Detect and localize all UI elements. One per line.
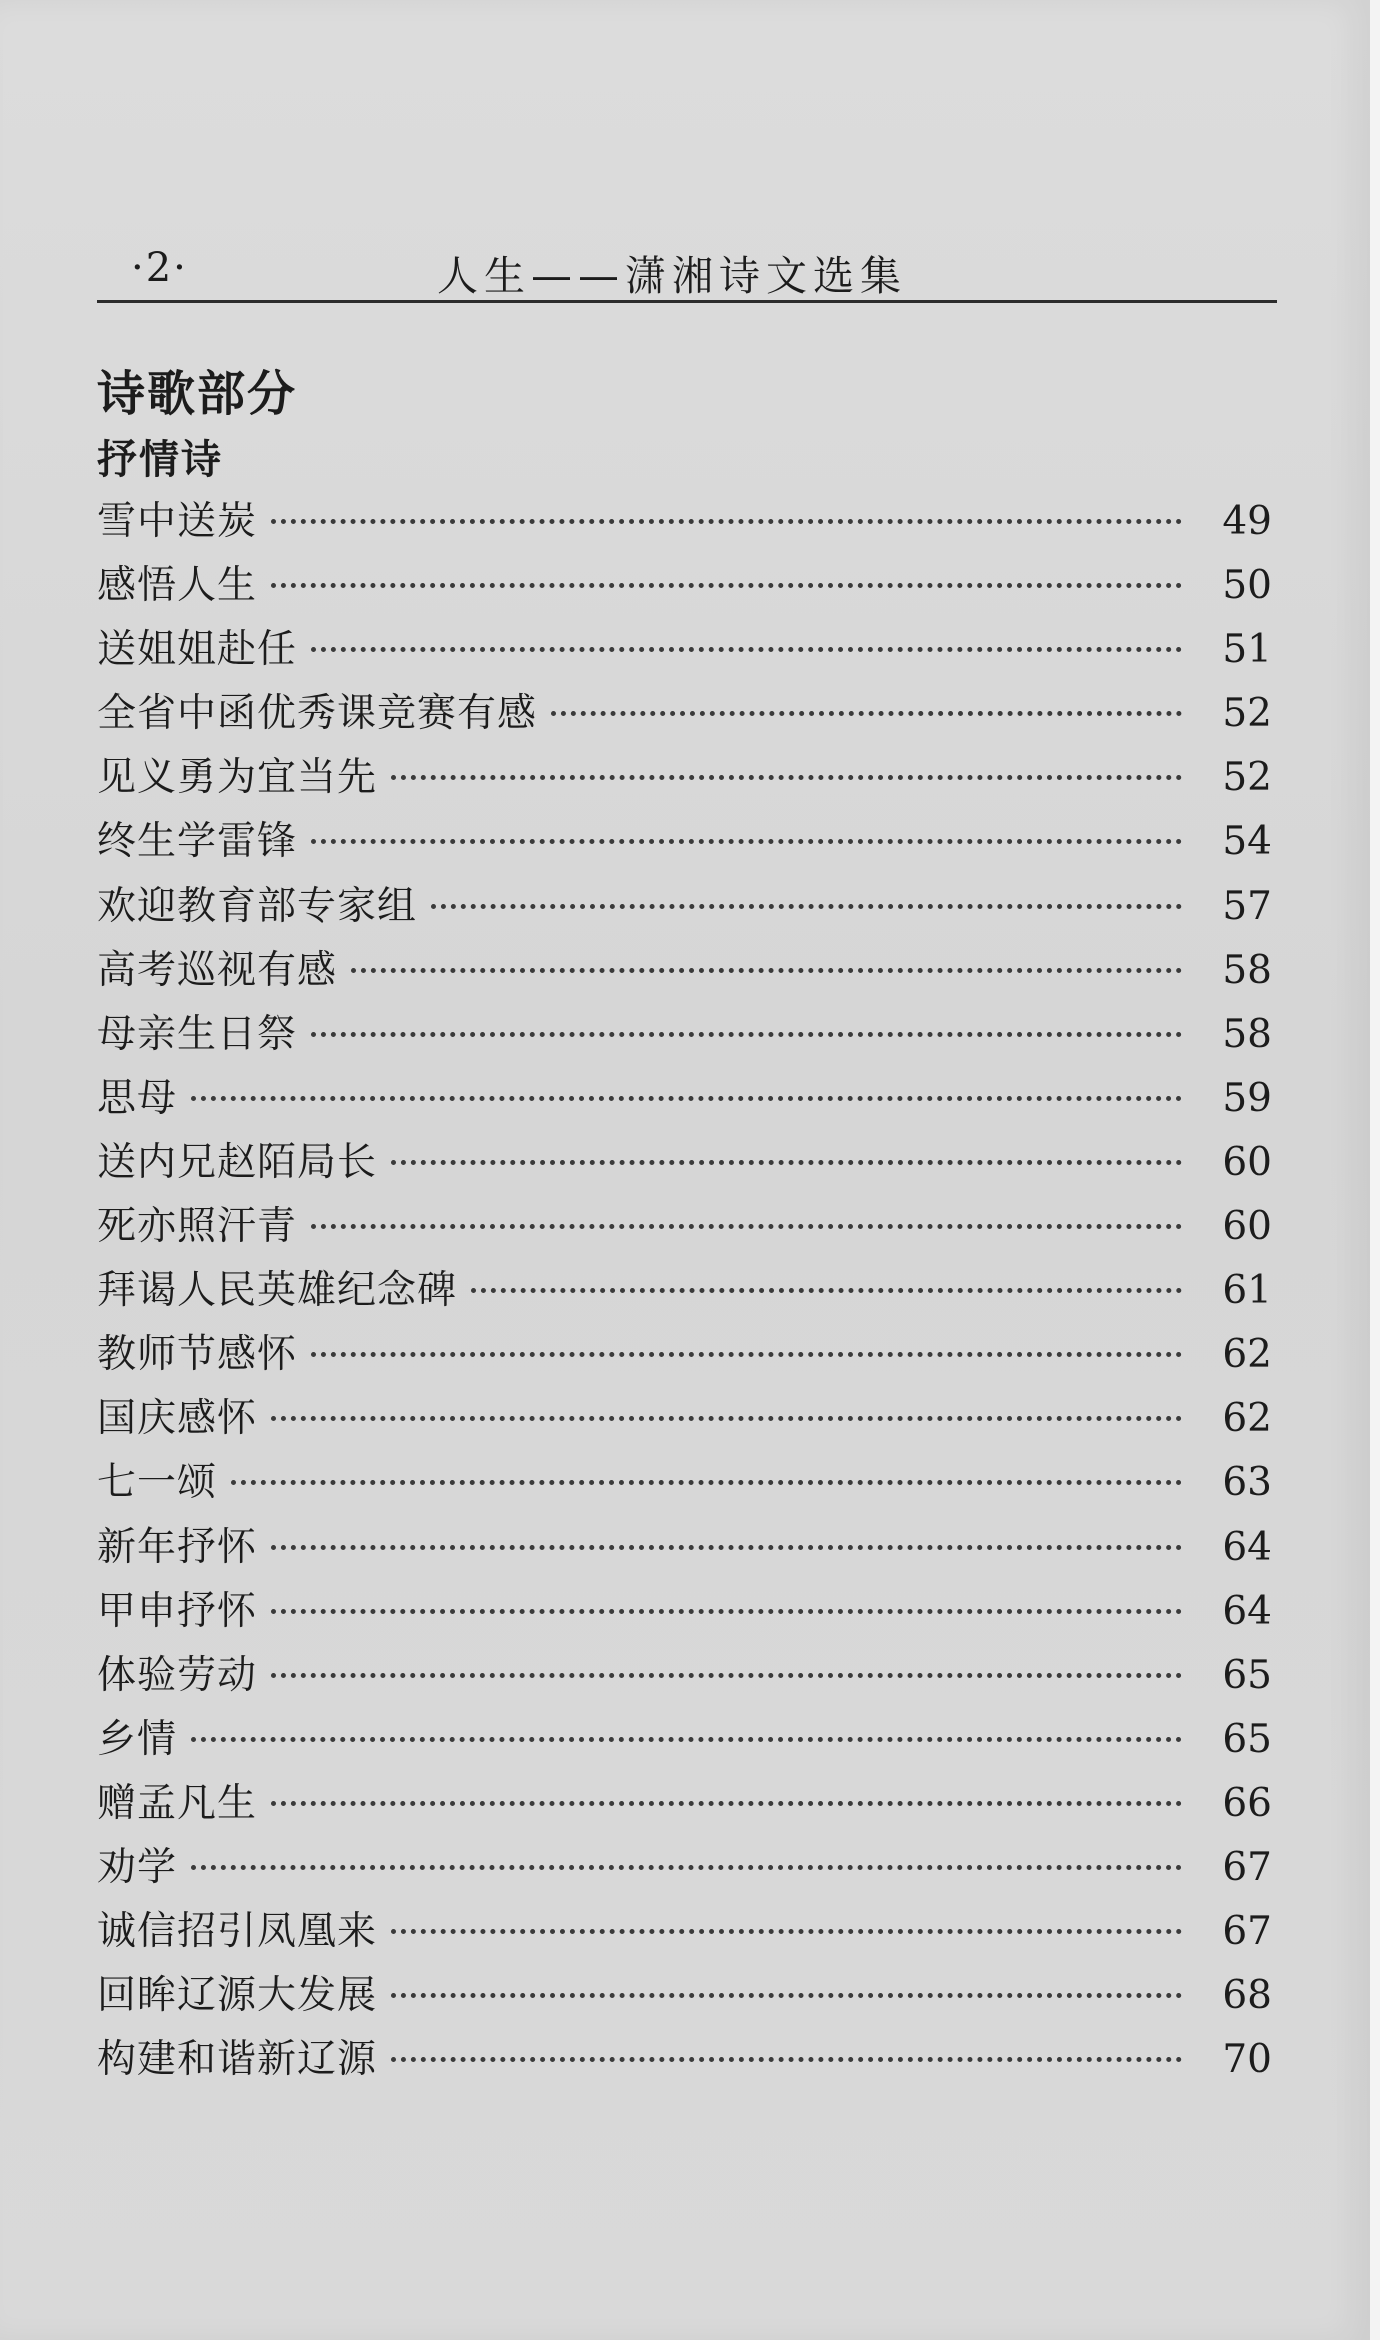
toc-entry-title: 思母 (97, 1075, 178, 1121)
toc-entry (97, 2028, 1272, 2092)
toc-entry-page: 62 (1222, 1332, 1272, 1378)
toc-entry-page: 63 (1222, 1460, 1272, 1506)
dot-leader (271, 1673, 1182, 1678)
toc-entry-title: 死亦照汗青 (97, 1204, 298, 1250)
dot-leader (271, 1416, 1182, 1421)
toc-entry (97, 875, 1272, 939)
toc-entry (97, 682, 1272, 746)
toc-entry (97, 1964, 1272, 2028)
dot-leader (391, 1993, 1182, 1998)
toc-entry-title: 回眸辽源大发展 (97, 1973, 378, 2019)
toc-entry-title: 送姐姐赴任 (97, 627, 298, 673)
toc-entry-page: 52 (1222, 755, 1272, 801)
toc-entry-title: 拜谒人民英雄纪念碑 (97, 1268, 458, 1314)
toc-entry-page: 62 (1222, 1396, 1272, 1442)
toc-entry-page: 58 (1222, 1011, 1272, 1057)
toc-entry-title: 终生学雷锋 (97, 819, 298, 865)
toc-entry-title: 赠孟凡生 (97, 1780, 258, 1826)
toc-entry (97, 1772, 1272, 1836)
dot-leader (431, 904, 1182, 909)
toc-entry (97, 1451, 1272, 1515)
toc-entry-title: 见义勇为宜当先 (97, 755, 378, 801)
toc-entry-page: 50 (1222, 563, 1272, 609)
toc-entry-page: 70 (1222, 2037, 1272, 2083)
toc-entry-title: 高考巡视有感 (97, 947, 338, 993)
toc-entry-title: 乡情 (97, 1716, 178, 1762)
toc-entry-page: 61 (1222, 1268, 1272, 1314)
dot-leader (311, 1032, 1182, 1037)
dot-leader (191, 1096, 1182, 1101)
toc-entry-page: 58 (1222, 947, 1272, 993)
toc-entry-page: 64 (1222, 1588, 1272, 1634)
dot-leader (311, 1352, 1182, 1357)
toc-entry-page: 67 (1222, 1909, 1272, 1955)
toc-entry-page: 64 (1222, 1524, 1272, 1570)
toc-entry-title: 劝学 (97, 1844, 178, 1890)
toc-entry (97, 618, 1272, 682)
toc-entry-title: 母亲生日祭 (97, 1011, 298, 1057)
dot-leader (271, 583, 1182, 588)
toc-entry (97, 1131, 1272, 1195)
toc-entry (97, 1067, 1272, 1131)
toc-entry (97, 1580, 1272, 1644)
toc-entry-page: 65 (1222, 1652, 1272, 1698)
dot-leader (551, 711, 1182, 716)
toc-entry (97, 1516, 1272, 1580)
toc-entry-page: 59 (1222, 1075, 1272, 1121)
toc-entry (97, 1900, 1272, 1964)
dot-leader (231, 1480, 1182, 1485)
dot-leader (471, 1288, 1182, 1293)
toc-entry-title: 构建和谐新辽源 (97, 2037, 378, 2083)
dot-leader (191, 1737, 1182, 1742)
toc-entry-title: 新年抒怀 (97, 1524, 258, 1570)
dot-leader (311, 1224, 1182, 1229)
book-title: 人生——潇湘诗文选集 (437, 252, 907, 300)
page-edge (1370, 0, 1380, 2340)
toc-entry-title: 七一颂 (97, 1460, 218, 1506)
dot-leader (271, 1609, 1182, 1614)
table-of-contents (97, 490, 1272, 2092)
toc-entry (97, 1708, 1272, 1772)
toc-entry-page: 49 (1222, 499, 1272, 544)
toc-entry (97, 1387, 1272, 1451)
toc-entry-page: 60 (1222, 1204, 1272, 1250)
toc-entry-title: 全省中函优秀课竞赛有感 (97, 691, 538, 737)
toc-entry (97, 1836, 1272, 1900)
toc-entry-page: 60 (1222, 1139, 1272, 1185)
header-rule (97, 300, 1277, 303)
dot-leader (351, 968, 1182, 973)
page-number: ·2· (131, 245, 188, 291)
toc-entry-title: 送内兄赵陌局长 (97, 1139, 378, 1185)
toc-entry-title: 欢迎教育部专家组 (97, 883, 418, 929)
dot-leader (311, 839, 1182, 844)
running-header (97, 235, 1277, 303)
section-heading: 诗歌部分 (97, 366, 298, 422)
toc-entry (97, 939, 1272, 1003)
toc-entry (97, 1644, 1272, 1708)
toc-entry-page: 66 (1222, 1780, 1272, 1826)
toc-entry-title: 教师节感怀 (97, 1332, 298, 1378)
toc-entry-title: 甲申抒怀 (97, 1588, 258, 1634)
toc-entry (97, 490, 1272, 554)
toc-entry-title: 诚信招引凤凰来 (97, 1909, 378, 1955)
toc-entry-page: 52 (1222, 691, 1272, 737)
dot-leader (271, 1801, 1182, 1806)
toc-entry-title: 体验劳动 (97, 1652, 258, 1698)
dot-leader (271, 519, 1182, 524)
dot-leader (391, 2057, 1182, 2062)
toc-entry (97, 1259, 1272, 1323)
toc-entry-page: 54 (1222, 819, 1272, 865)
toc-entry-page: 65 (1222, 1716, 1272, 1762)
toc-entry-page: 57 (1222, 883, 1272, 929)
dot-leader (311, 647, 1182, 652)
toc-entry-page: 51 (1222, 627, 1272, 673)
toc-entry-title: 国庆感怀 (97, 1396, 258, 1442)
toc-entry (97, 810, 1272, 874)
dot-leader (391, 1929, 1182, 1934)
dot-leader (271, 1545, 1182, 1550)
toc-entry (97, 1195, 1272, 1259)
toc-entry (97, 1003, 1272, 1067)
toc-entry (97, 554, 1272, 618)
toc-entry (97, 1323, 1272, 1387)
toc-entry-title: 感悟人生 (97, 563, 258, 609)
subsection-heading: 抒情诗 (97, 437, 223, 483)
toc-entry-page: 68 (1222, 1973, 1272, 2019)
dot-leader (191, 1865, 1182, 1870)
toc-entry-title: 雪中送炭 (97, 499, 258, 544)
dot-leader (391, 1160, 1182, 1165)
toc-entry-page: 67 (1222, 1844, 1272, 1890)
toc-entry (97, 746, 1272, 810)
dot-leader (391, 775, 1182, 780)
